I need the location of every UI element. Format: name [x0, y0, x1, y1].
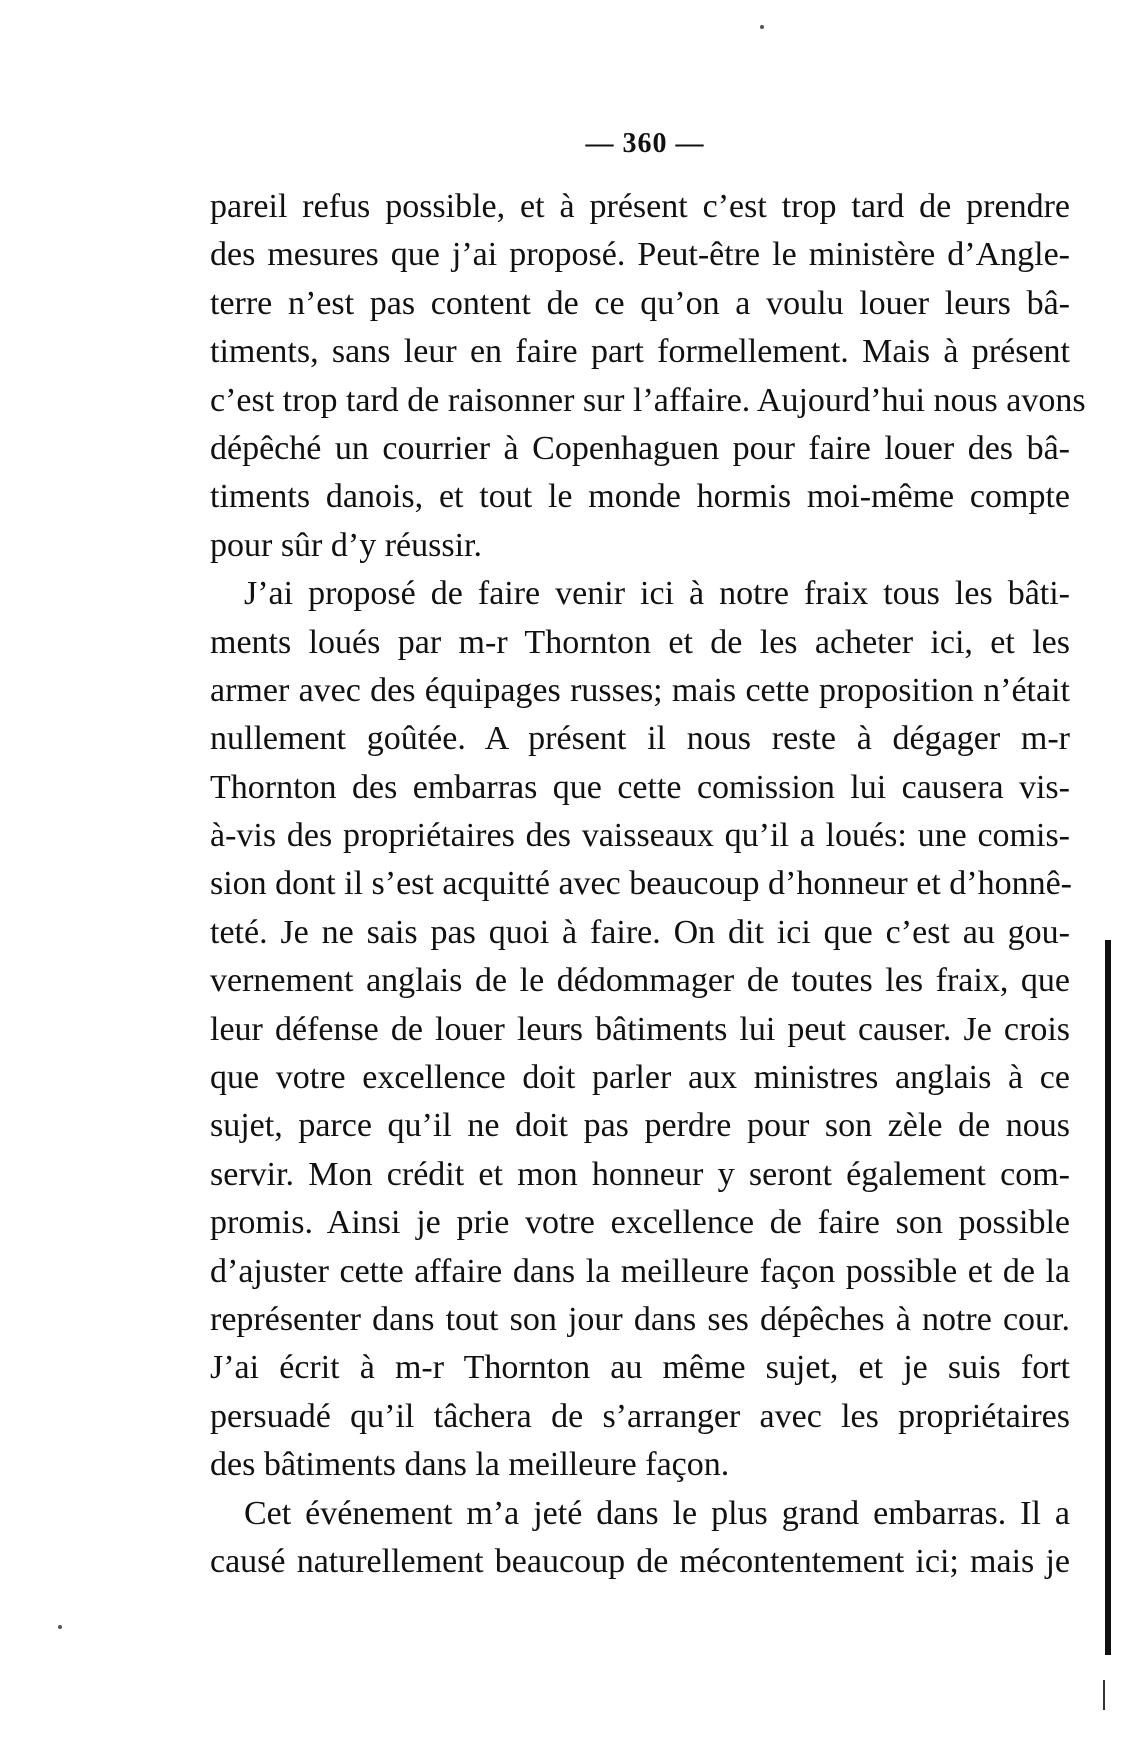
text-line: servir. Mon crédit et mon honneur y seront également com- [210, 1155, 1070, 1193]
text-line: des mesures que j’ai proposé. Peut-être le ministère d’Angle- [210, 236, 1070, 274]
text-line: teté. Je ne sais pas quoi à faire. On dit ici que c’est au gou- [210, 913, 1070, 951]
text-line: représenter dans tout son jour dans ses dépêches à notre cour. [210, 1300, 1070, 1338]
text-line: persuadé qu’il tâchera de s’arranger avec les propriétaires [210, 1397, 1070, 1435]
text-line: que votre excellence doit parler aux ministres anglais à ce [210, 1059, 1070, 1097]
text-line: vernement anglais de le dédommager de toutes les fraix, que [210, 962, 1070, 1000]
text-line: J’ai proposé de faire venir ici à notre fraix tous les bâti- [244, 575, 1070, 613]
text-line: armer avec des équipages russes; mais cette proposition n’était [210, 671, 1070, 709]
text-line: terre n’est pas content de ce qu’on a voulu louer leurs bâ- [210, 284, 1070, 322]
text-line: dépêché un courrier à Copenhaguen pour faire louer des bâ- [210, 429, 1070, 467]
text-line: Cet événement m’a jeté dans le plus grand embarras. Il a [244, 1494, 1070, 1532]
scan-speck [760, 25, 764, 29]
text-line: promis. Ainsi je prie votre excellence de faire son possible [210, 1204, 1070, 1242]
page-edge-rule [1105, 940, 1111, 1655]
text-line: c’est trop tard de raisonner sur l’affaire. Aujourd’hui nous avons [210, 381, 1086, 419]
text-line: ments loués par m-r Thornton et de les acheter ici, et les [210, 623, 1070, 661]
text-line: Thornton des embarras que cette comission lui causera vis- [210, 768, 1070, 806]
text-line: pareil refus possible, et à présent c’est trop tard de prendre [210, 188, 1070, 225]
text-line: à-vis des propriétaires des vaisseaux qu’il a loués: une comis- [210, 817, 1070, 855]
text-line: J’ai écrit à m-r Thornton au même sujet, et je suis fort [210, 1349, 1070, 1387]
text-line: des bâtiments dans la meilleure façon. [210, 1446, 730, 1484]
text-line: causé naturellement beaucoup de mécontentement ici; mais je [210, 1542, 1070, 1580]
text-line: sion dont il s’est acquitté avec beaucoup d’honneur et d’honnê- [210, 865, 1073, 903]
text-line: pour sûr d’y réussir. [210, 526, 482, 564]
text-line: sujet, parce qu’il ne doit pas perdre pour son zèle de nous [210, 1107, 1070, 1145]
scan-speck [58, 1625, 62, 1629]
text-line: timents, sans leur en faire part formellement. Mais à présent [210, 333, 1070, 371]
text-line: d’ajuster cette affaire dans la meilleure façon possible et de la [210, 1252, 1070, 1290]
text-line: timents danois, et tout le monde hormis moi-même compte [210, 478, 1070, 516]
body-text [210, 183, 1086, 1586]
text-line: leur défense de louer leurs bâtiments lui peut causer. Je crois [210, 1010, 1070, 1048]
page-edge-mark [1103, 1680, 1105, 1710]
page-number: — 360 — [585, 128, 705, 159]
text-line: nullement goûtée. A présent il nous reste à dégager m-r [210, 720, 1070, 758]
